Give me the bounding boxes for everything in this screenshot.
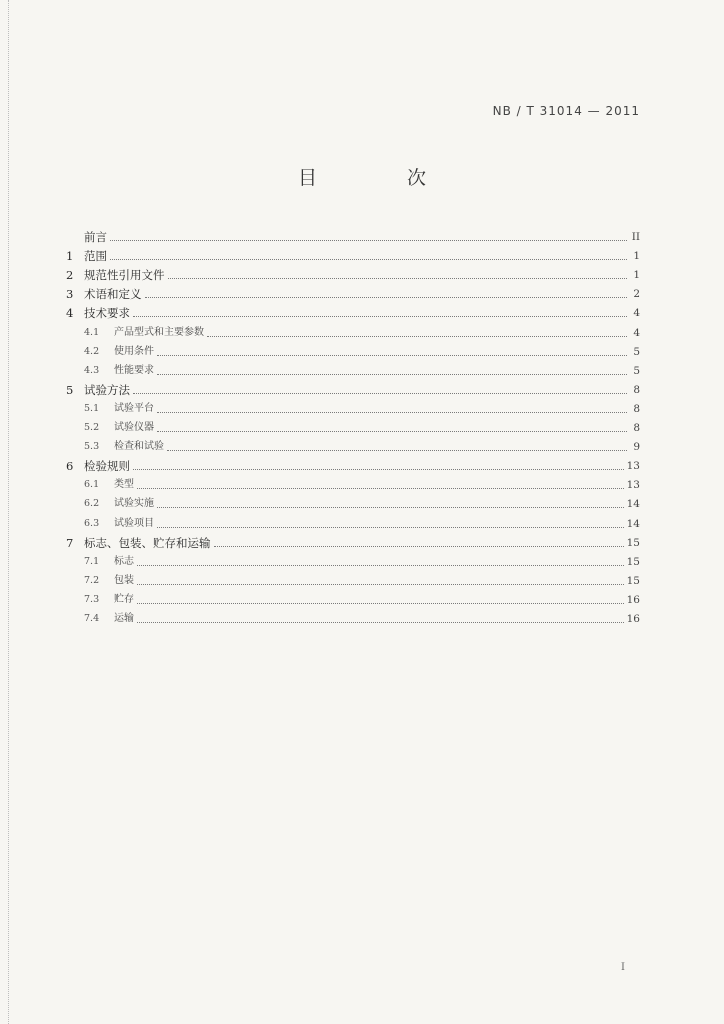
- toc-entry-number: 6: [66, 459, 74, 474]
- toc-entry[interactable]: [66, 263, 640, 282]
- toc-entry-number: 3: [66, 287, 74, 302]
- toc-entry[interactable]: [66, 454, 640, 473]
- toc-entry[interactable]: [66, 359, 640, 378]
- toc-entry-number: 5: [66, 382, 74, 397]
- toc-entry-label: 规范性引用文件: [84, 268, 165, 283]
- toc-leader-dots: [110, 240, 627, 241]
- toc-entry-page: II: [631, 231, 640, 244]
- toc-entry-label: 前言: [84, 230, 107, 245]
- toc-entry-label: 使用条件: [114, 345, 154, 357]
- toc-entry[interactable]: [66, 435, 640, 454]
- toc-entry-label: 试验实施: [114, 498, 154, 510]
- toc-entry[interactable]: [66, 397, 640, 416]
- toc-entry-number: 6.1: [84, 479, 100, 491]
- toc-entry-page: 15: [626, 574, 640, 587]
- toc-leader-dots: [157, 374, 627, 375]
- toc-entry-label: 运输: [114, 612, 134, 624]
- page-number: I: [621, 962, 625, 973]
- toc-entry[interactable]: [66, 569, 640, 588]
- toc-entry[interactable]: [66, 340, 640, 359]
- toc-entry-number: 7.2: [84, 574, 100, 586]
- toc-entry[interactable]: [66, 244, 640, 263]
- toc-leader-dots: [207, 336, 627, 337]
- toc-entry[interactable]: [66, 378, 640, 397]
- toc-leader-dots: [167, 450, 627, 451]
- toc-entry-label: 标志: [114, 555, 134, 567]
- toc-entry-label: 标志、包装、贮存和运输: [84, 535, 211, 550]
- toc-entry-number: 7.1: [84, 555, 100, 567]
- toc-leader-dots: [110, 259, 627, 260]
- toc-title: 目 次: [297, 167, 469, 189]
- toc-entry-page: 5: [633, 345, 640, 358]
- toc-entry-page: 16: [626, 593, 640, 606]
- toc-leader-dots: [133, 469, 624, 470]
- toc-entry-page: 2: [633, 288, 640, 301]
- toc-entry-label: 术语和定义: [84, 287, 142, 302]
- toc-leader-dots: [137, 488, 624, 489]
- toc-entry-number: 7: [66, 535, 74, 550]
- toc-leader-dots: [145, 297, 628, 298]
- toc-leader-dots: [157, 431, 627, 432]
- toc-leader-dots: [133, 316, 627, 317]
- toc-entry-label: 性能要求: [114, 364, 154, 376]
- toc-entry[interactable]: [66, 588, 640, 607]
- toc-entry-page: 4: [633, 326, 640, 339]
- toc-entry[interactable]: [66, 282, 640, 301]
- table-of-contents: [66, 225, 640, 626]
- toc-entry-page: 1: [633, 269, 640, 282]
- toc-entry-page: 14: [626, 498, 640, 511]
- toc-entry-label: 贮存: [114, 593, 134, 605]
- toc-entry[interactable]: [66, 492, 640, 511]
- toc-leader-dots: [157, 412, 627, 413]
- toc-entry-page: 8: [633, 422, 640, 435]
- toc-entry-number: 5.2: [84, 422, 100, 434]
- toc-entry-page: 4: [633, 307, 640, 320]
- toc-entry[interactable]: [66, 473, 640, 492]
- toc-entry-label: 试验仪器: [114, 422, 154, 434]
- toc-entry-label: 试验方法: [84, 382, 130, 397]
- toc-entry-number: 2: [66, 268, 74, 283]
- toc-entry-page: 15: [626, 555, 640, 568]
- toc-entry-page: 8: [633, 402, 640, 415]
- toc-entry-page: 15: [626, 536, 640, 549]
- toc-entry-number: 6.3: [84, 517, 100, 529]
- toc-entry-label: 试验平台: [114, 402, 154, 414]
- binding-edge: [8, 0, 9, 1024]
- toc-entry-label: 包装: [114, 574, 134, 586]
- toc-entry-number: 4.2: [84, 345, 100, 357]
- toc-entry-page: 9: [633, 441, 640, 454]
- toc-entry-page: 13: [626, 479, 640, 492]
- toc-entry-page: 16: [626, 612, 640, 625]
- toc-entry-label: 产品型式和主要参数: [114, 326, 204, 338]
- toc-entry-page: 14: [626, 517, 640, 530]
- toc-entry-number: 4.1: [84, 326, 100, 338]
- toc-entry-number: 6.2: [84, 498, 100, 510]
- toc-entry-page: 5: [633, 364, 640, 377]
- toc-leader-dots: [157, 527, 624, 528]
- toc-entry-label: 试验项目: [114, 517, 154, 529]
- toc-entry[interactable]: [66, 511, 640, 530]
- toc-leader-dots: [214, 546, 624, 547]
- toc-leader-dots: [133, 393, 627, 394]
- toc-entry[interactable]: [66, 416, 640, 435]
- toc-leader-dots: [157, 355, 627, 356]
- toc-entry-number: 1: [66, 249, 74, 264]
- toc-entry[interactable]: [66, 225, 640, 244]
- toc-entry-label: 检验规则: [84, 459, 130, 474]
- toc-entry-number: 5.1: [84, 402, 100, 414]
- toc-entry-label: 检查和试验: [114, 441, 164, 453]
- toc-entry[interactable]: [66, 607, 640, 626]
- toc-leader-dots: [137, 622, 624, 623]
- toc-entry-label: 类型: [114, 479, 134, 491]
- toc-entry[interactable]: [66, 320, 640, 339]
- toc-leader-dots: [137, 584, 624, 585]
- toc-entry-number: 7.3: [84, 593, 100, 605]
- standard-code: NB / T 31014 — 2011: [492, 104, 640, 118]
- toc-entry[interactable]: [66, 301, 640, 320]
- toc-entry-label: 范围: [84, 249, 107, 264]
- toc-entry[interactable]: [66, 531, 640, 550]
- toc-leader-dots: [137, 565, 624, 566]
- toc-entry-number: 5.3: [84, 441, 100, 453]
- toc-entry-number: 4: [66, 306, 74, 321]
- toc-entry-label: 技术要求: [84, 306, 130, 321]
- toc-entry-number: 7.4: [84, 612, 100, 624]
- toc-leader-dots: [168, 278, 628, 279]
- toc-entry-page: 8: [633, 383, 640, 396]
- toc-entry[interactable]: [66, 550, 640, 569]
- toc-entry-page: 1: [633, 250, 640, 263]
- toc-leader-dots: [137, 603, 624, 604]
- toc-leader-dots: [157, 507, 624, 508]
- toc-entry-page: 13: [626, 460, 640, 473]
- toc-entry-number: 4.3: [84, 364, 100, 376]
